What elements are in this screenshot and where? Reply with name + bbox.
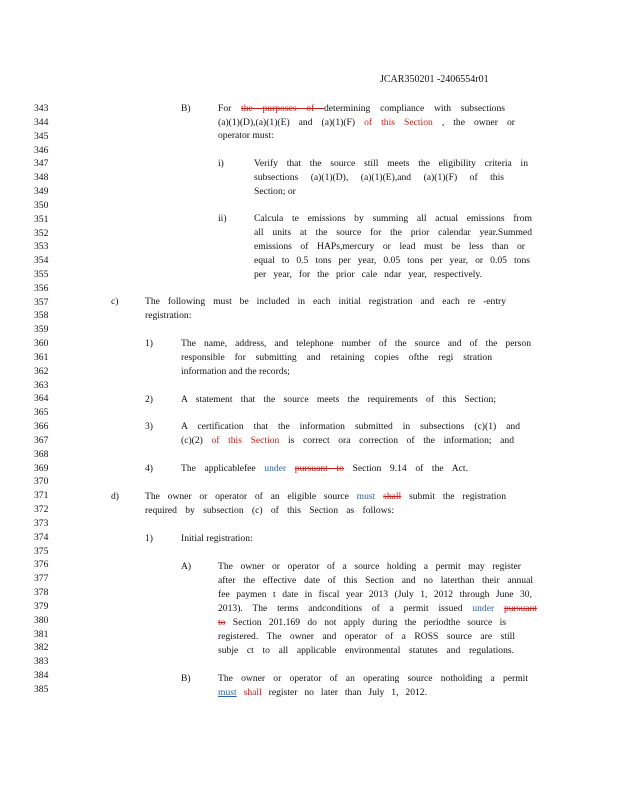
text-line-344: (a)(1)(D),(a)(1)(E) and (a)(1)(F) of this Section , the owner or: [218, 117, 515, 128]
line-number: 378: [34, 587, 49, 598]
line-number: 345: [34, 130, 49, 142]
line-number: 349: [34, 186, 49, 197]
deleted-text: shall: [383, 491, 402, 502]
line-number: 372: [34, 504, 49, 516]
text-line-357: The following must be included in each initial registration and each re -entry: [145, 296, 506, 307]
line-number: 364: [34, 393, 49, 405]
text-line-376: The owner or operator of a source holding a permit may register: [218, 561, 521, 572]
text-line-372: required by subsection (c) of this Section as follows:: [145, 505, 394, 516]
text-line-361: responsible for submitting and retaining copies ofthe regi stration: [181, 352, 492, 363]
line-number: 354: [34, 255, 49, 267]
item-label-c: c): [111, 296, 119, 307]
item-label-d: d): [111, 491, 119, 502]
line-number: 375: [34, 545, 49, 557]
text-line-354: equal to 0.5 tons per year, 0.05 tons per year, or 0.05 tons: [254, 255, 530, 266]
text-line-367: (c)(2) of this Section is correct ora correction of the information; and: [181, 435, 514, 446]
line-number: 379: [34, 600, 49, 612]
inserted-text: must: [218, 687, 237, 698]
document-id-header: JCAR350201 -2406554r01: [380, 74, 489, 85]
text-line-378: fee paymen t date in fiscal year 2013 (July 1, 2012 through June 30,: [218, 589, 532, 600]
line-number: 368: [34, 448, 49, 460]
inserted-text: of this Section: [211, 435, 280, 446]
line-number: 382: [34, 642, 49, 654]
line-number: 369: [34, 462, 49, 474]
line-number: 347: [34, 158, 49, 170]
line-number: 367: [34, 434, 49, 446]
line-number: 355: [34, 269, 49, 280]
line-number: 350: [34, 199, 49, 211]
line-number: 381: [34, 628, 49, 640]
line-number: 356: [34, 282, 49, 294]
line-number: 357: [34, 296, 49, 308]
text-line-362: information and the records;: [181, 366, 290, 377]
text-line-349: Section; or: [254, 186, 296, 197]
line-number: 351: [34, 213, 49, 225]
item-label-d1: 1): [145, 533, 153, 544]
text-line-343: For the purposes of determining compliance with subsections: [218, 103, 505, 114]
line-number: 358: [34, 310, 49, 322]
line-number: 384: [34, 670, 49, 681]
text-line-369: The applicablefee under pursuant to Section 9.14 of the Act.: [181, 463, 468, 474]
text-line-377: after the effective date of this Section and no laterthan their annual: [218, 575, 533, 586]
line-number: 359: [34, 324, 49, 336]
item-label-c4: 4): [145, 463, 153, 474]
text-line-371: The owner or operator of an eligible source must shall submit the registration: [145, 491, 506, 502]
text-line-345: operator must:: [218, 130, 274, 141]
line-number: 363: [34, 379, 49, 391]
line-number: 343: [34, 103, 49, 114]
line-number: 352: [34, 227, 49, 239]
text-line-347: Verify that the source still meets the eligibility criteria in: [254, 158, 528, 169]
item-label-c1: 1): [145, 338, 153, 349]
item-label-c2: 2): [145, 394, 153, 405]
line-number: 362: [34, 365, 49, 377]
deleted-text: to: [218, 617, 226, 628]
line-number: 373: [34, 517, 49, 529]
inserted-text: under: [472, 603, 495, 614]
line-number: 346: [34, 144, 49, 156]
line-number: 371: [34, 490, 49, 502]
text-line-366: A certification that the information submitted in subsections (c)(1) and: [181, 421, 520, 432]
text-line-360: The name, address, and telephone number of the source and of the person: [181, 338, 531, 349]
text-line-351: Calcula te emissions by summing all actual emissions from: [254, 213, 532, 224]
item-label-B: B): [181, 103, 191, 114]
text-line-384: The owner or operator of an operating source notholding a permit: [218, 673, 528, 684]
line-number: 383: [34, 656, 49, 668]
inserted-text: of this Section: [364, 117, 433, 128]
text-line-352: all units at the source for the prior calendar year.Summed: [254, 227, 532, 238]
line-number: 348: [34, 172, 49, 184]
line-number: 377: [34, 573, 49, 585]
line-number: 385: [34, 683, 49, 695]
line-number: 366: [34, 421, 49, 433]
line-number: 370: [34, 476, 49, 488]
item-label-i: i): [218, 158, 224, 169]
text-line-358: registration:: [145, 310, 192, 321]
text-line-381: registered. The owner and operator of a ROSS source are still: [218, 631, 515, 642]
item-label-A: A): [181, 561, 192, 572]
line-number: 344: [34, 116, 49, 128]
text-line-385: must shall register no later than July 1, 2012.: [218, 687, 427, 698]
line-number: 376: [34, 559, 49, 571]
line-number: 365: [34, 407, 49, 419]
item-label-B2: B): [181, 673, 191, 684]
inserted-text: under: [264, 463, 287, 474]
replaced-text: shall: [243, 687, 262, 698]
text-line-355: per year, for the prior cale ndar year, respectively.: [254, 269, 482, 280]
line-number: 353: [34, 241, 49, 253]
text-line-382: subje ct to all applicable environmental statutes and regulations.: [218, 645, 514, 656]
deleted-text: pursuant: [503, 603, 537, 614]
deleted-text: pursuant to: [294, 463, 344, 474]
text-line-348: subsections (a)(1)(D), (a)(1)(E),and (a)(1)(F) of this: [254, 172, 504, 183]
text-line-380: to Section 201.169 do not apply during the periodthe source is: [218, 617, 506, 628]
item-label-ii: ii): [218, 213, 227, 224]
line-number: 360: [34, 338, 49, 350]
text-line-353: emissions of HAPs,mercury or lead must be less than or: [254, 241, 525, 252]
deleted-text: the purposes of: [241, 103, 324, 114]
line-number: 361: [34, 351, 49, 363]
inserted-text: must: [356, 491, 376, 502]
text-line-374: Initial registration:: [181, 533, 253, 544]
text-line-379: 2013). The terms andconditions of a permit issued under pursuant: [218, 603, 537, 614]
text-line-364: A statement that the source meets the requirements of this Section;: [181, 394, 496, 405]
item-label-c3: 3): [145, 421, 153, 432]
line-number: 374: [34, 531, 49, 543]
line-number: 380: [34, 614, 49, 626]
